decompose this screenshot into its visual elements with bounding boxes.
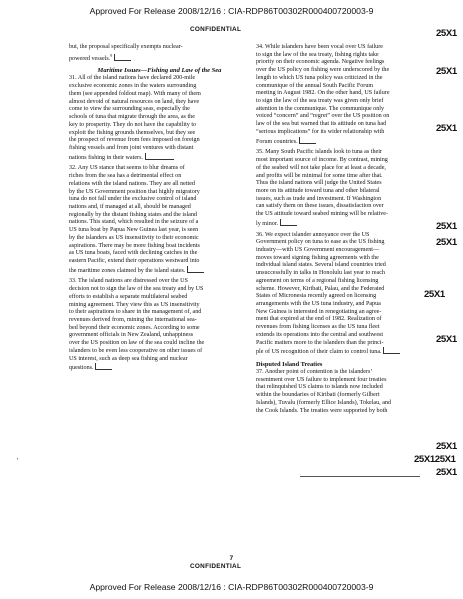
text-line: 31. All of the island nations have declared 200-mile: [69, 75, 196, 82]
text-line: over the US policy on fishing were underscored by the: [256, 67, 390, 74]
text-line: arrangements with the US tuna industry, and Papua: [256, 301, 381, 307]
redaction-box: [95, 363, 112, 370]
text-line: of the seabed will not take place for at least a decade,: [256, 164, 386, 171]
text-line: exclusive economic zones in the waters surrounding: [69, 83, 197, 90]
text-line: meeting in August 1982. On the other hand, US failure: [256, 90, 390, 97]
text-line: to sign the law of the sea treaty was given only brief: [256, 98, 384, 105]
text-line: to sign the law of the sea treaty, fishing rights take: [256, 51, 379, 58]
paragraph-30-end: [69, 44, 250, 63]
paragraph-32: [69, 165, 250, 275]
text-line: efforts to establish a separate multilateral seabed: [69, 293, 188, 300]
text-line: 35. Many South Pacific islands look to tuna as their: [256, 149, 382, 156]
text-line: schools of tuna that migrate through the area, as the: [69, 114, 195, 121]
text-line: over the US position on law of the sea could incline the: [69, 340, 205, 347]
text-line: US interest, such as deep sea fishing and nuclear: [69, 355, 188, 362]
text-line: and profits will be minimal for some time after that.: [256, 172, 383, 179]
text-line: 33. The island nations are distressed over the US: [69, 278, 188, 285]
redaction-box: [145, 153, 174, 160]
text-line: decision not to sign the law of the sea treaty and by US: [69, 286, 204, 293]
redaction-mark: 25X1: [436, 467, 457, 478]
text-line: questions.: [69, 365, 94, 372]
redaction-mark: 25X1: [436, 441, 457, 452]
right-column: [256, 44, 437, 415]
paragraph-36: [256, 232, 437, 358]
text-line: communique of the annual South Pacific Forum: [256, 82, 374, 89]
redaction-mark: 25X1: [424, 289, 445, 300]
paragraph-33: [69, 278, 250, 373]
text-line: that relinquished US claims to islands now included: [256, 384, 383, 391]
text-line: by the islanders as US insensitivity to their economic: [69, 234, 199, 241]
text-line: bed beyond their economic zones. According to some: [69, 324, 200, 331]
paragraph-31: [69, 75, 250, 162]
text-line: attention in the communique. The communique only: [256, 105, 385, 112]
text-line: States of Micronesia recently agreed on licensing: [256, 293, 377, 300]
text-line: 37. Another point of contention is the islanders’: [256, 369, 373, 376]
text-line: industry—with US Government encouragement—: [256, 246, 380, 253]
text-line: voiced “concern” and “regret” over the US position on: [256, 113, 390, 120]
text-line: Thus the island nations will judge the United States: [256, 180, 382, 187]
text-line: to their aspirations to share in the management of, and: [69, 309, 202, 316]
text-line: tuna do not fall under the exclusive control of island: [69, 196, 197, 203]
redaction-mark: 25X1: [436, 28, 457, 39]
text-line: Forum countries.: [256, 138, 298, 145]
text-line: revenues derived from, mining the international sea-: [69, 317, 197, 324]
text-line: Pacific matters more to the islanders than the princi-: [256, 339, 384, 346]
page-number: 7: [229, 555, 234, 562]
paragraph-37: [256, 369, 437, 415]
text-line: moves toward signing fishing agreements with the: [256, 254, 379, 261]
paragraph-35: [256, 149, 437, 228]
text-line: islanders to be even less cooperative on other issues of: [69, 347, 203, 354]
text-line: ly minor.: [256, 220, 279, 227]
release-header: Approved For Release 2008/12/16 : CIA-RDP86T00302R000400720003-9: [89, 6, 374, 16]
text-line: the maritime zones claimed by the island states.: [69, 267, 186, 274]
text-line: law of the sea but warned that its attitude on tuna had: [256, 121, 387, 128]
text-line: come to view the surrounding seas, especially the: [69, 106, 190, 113]
redaction-box: [280, 219, 297, 226]
text-line: within the boundaries of Kiribati (formerly Gilbert: [256, 392, 380, 399]
text-line: 32. Any US stance that seems to blur dreams of: [69, 165, 185, 172]
redaction-box: [187, 266, 204, 273]
text-line: relations with the island nations. They are all netted: [69, 180, 195, 187]
redaction-mark: 25X1: [436, 123, 457, 134]
text-line: ment that expired at the end of 1982. Realization of: [256, 316, 382, 323]
text-line: riches from the sea has a detrimental effect on: [69, 173, 182, 180]
redaction-mark: 25X1: [436, 334, 457, 345]
text-line: key to prosperity. They do not have the capability to: [69, 121, 197, 128]
text-line: mining agreement. They view this as US insensitivity: [69, 301, 200, 308]
text-line: 34. While islanders have been vocal over US failure: [256, 44, 383, 50]
redaction-mark: 25X1: [436, 237, 457, 248]
text-line: almost devoid of natural resources on land, they have: [69, 98, 200, 105]
text-line: “serious implications” for its wider relationship with: [256, 128, 385, 135]
redaction-box: [299, 137, 316, 144]
text-line: exploit the fishing grounds themselves, but they see: [69, 129, 196, 136]
text-line: Islands), Tuvalu (formerly Ellice Islands), Tokelau, and: [256, 399, 392, 406]
text-line: Government policy on tuna to ease as the US fishing: [256, 239, 385, 246]
text-line: but, the proposal specifically exempts nuclear-: [69, 44, 183, 50]
margin-tick: ': [17, 457, 19, 465]
footnote-ref: 9: [110, 52, 113, 58]
text-line: them (see appended foldout map). With many of them: [69, 90, 201, 97]
text-line: more on its attitude toward tuna and other bilateral: [256, 187, 380, 194]
text-line: extends its operations into the central and southwest: [256, 331, 384, 338]
text-line: nations. This stand, which resulted in the seizure of a: [69, 219, 199, 226]
redaction-rule: [300, 476, 420, 477]
section-heading-treaties: Disputed Island Treaties: [256, 361, 323, 369]
text-line: unsuccessfully in talks in Honolulu last year to reach: [256, 270, 385, 277]
text-line: can satisfy them on these issues, dissatisfaction over: [256, 203, 384, 210]
text-line: agreement on terms of a regional fishing licensing: [256, 277, 379, 284]
text-line: nations and, if managed at all, should be managed: [69, 203, 191, 210]
text-line: revenues from fishing licenses as the US tuna fleet: [256, 324, 380, 331]
redaction-box: [383, 347, 400, 354]
text-line: the Cook Islands. The treaties were supported by both: [256, 407, 388, 414]
text-line: priority on their economic agenda. Negative feelings: [256, 59, 385, 66]
redaction-mark-double: 25X125X1: [414, 454, 456, 465]
text-line: most important source of income. By contrast, mining: [256, 157, 388, 164]
text-line: as US tuna boats, faced with declining catches in the: [69, 250, 198, 257]
text-line: government officials in New Zealand, unhappiness: [69, 332, 194, 339]
text-line: resentment over US failure to implement four treaties: [256, 376, 387, 383]
paragraph-34: [256, 44, 437, 146]
classification-bottom: CONFIDENTIAL: [190, 563, 242, 570]
redaction-mark: 25X1: [436, 66, 457, 77]
text-line: nations fishing in their waters.: [69, 154, 143, 161]
text-line: regionally by the distant fishing states and the island: [69, 211, 197, 218]
text-line: length to which US tuna policy was criticized in the: [256, 74, 383, 81]
release-footer: Approved For Release 2008/12/16 : CIA-RDP86T00302R000400720003-9: [89, 582, 374, 592]
text-line: the prospect of revenue from fees imposed on foreign: [69, 137, 200, 144]
text-line: issues, such as trade and investment. If Washington: [256, 195, 382, 202]
text-line: individual island states. Several island countries tried: [256, 262, 386, 269]
section-heading-maritime: Maritime Issues—Fishing and Law of the Sea: [97, 67, 222, 75]
text-line: powered vessels.: [69, 55, 111, 62]
redaction-box: [114, 54, 131, 61]
text-line: US tuna boat by Papua New Guinea last year, is seen: [69, 227, 199, 234]
text-line: New Guinea is interested in renegotiating an agree-: [256, 308, 382, 315]
text-line: ple of US recognition of their claim to control tuna.: [256, 349, 382, 356]
text-line: 36. We expect islander annoyance over the US: [256, 231, 370, 238]
text-line: by the US Government position that highly migratory: [69, 188, 200, 195]
text-line: fishing vessels and from joint ventures with distant: [69, 144, 194, 151]
left-column: [69, 44, 250, 373]
text-line: scheme. However, Kiribati, Palau, and the Federated: [256, 285, 385, 292]
text-line: eastern Pacific, extend their operations westward into: [69, 258, 200, 264]
redaction-mark: 25X1: [436, 221, 457, 232]
text-line: aspirations. There may be more fishing boat incidents: [69, 242, 200, 249]
classification-top: CONFIDENTIAL: [190, 26, 242, 33]
text-line: the US attitude toward seabed mining will be relative-: [256, 211, 388, 218]
